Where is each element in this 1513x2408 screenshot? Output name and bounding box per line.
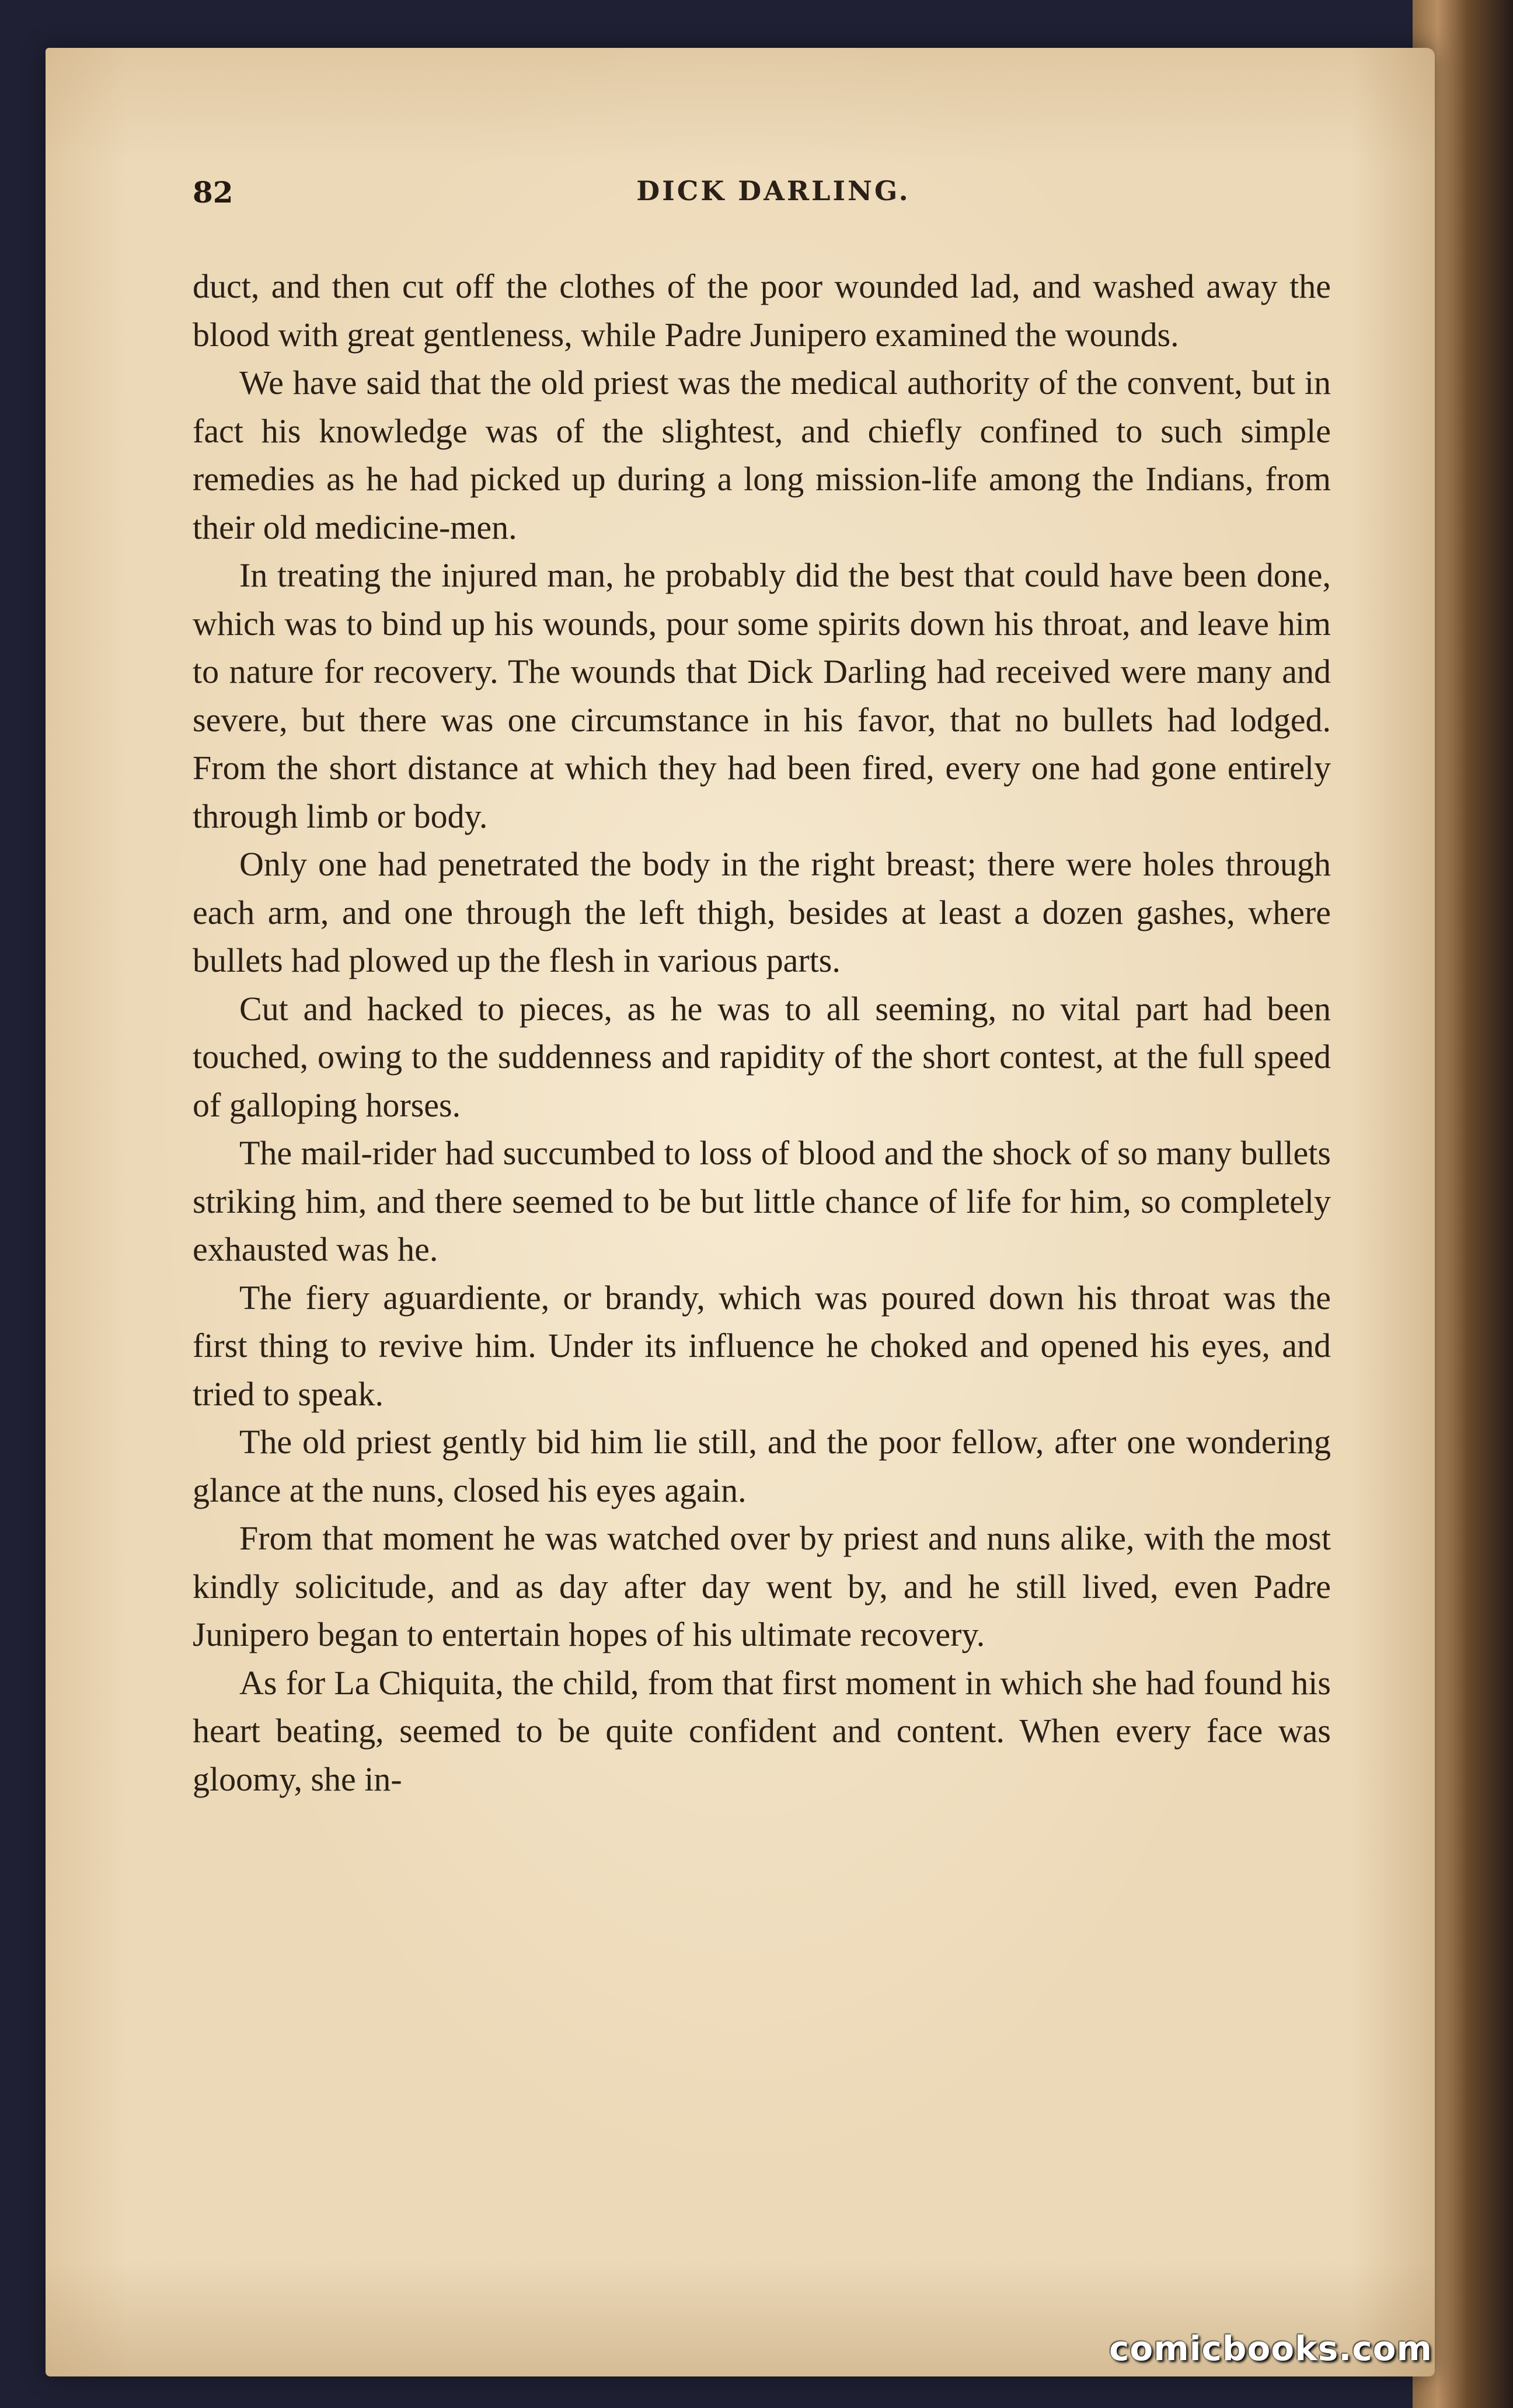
paragraph: As for La Chiquita, the child, from that first moment in which she had found his heart beating, seemed to be quite confident and content. When every face was gloomy, she in- [193,1663,1331,1798]
paragraph: We have said that the old priest was the medical authority of the convent, but in fact his knowledge was of the slightest, and chiefly confined to such simple remedies as he had picked up during a long mission-life among the Indians, from their old medicine-men. [193,364,1331,546]
paragraph: In treating the injured man, he probably did the best that could have been done, which was to bind up his wounds, pour some spirits down his throat, and leave him to nature for recovery. The wounds that Dick Darling had received were many and severe, but there was one circumstance in his favor, that no bullets had lodged. From the short distance at which they had been fired, every one had gone entirely through limb or body. [193,556,1331,835]
paragraph: duct, and then cut off the clothes of the poor wounded lad, and washed away the blood with great gentleness, while Padre Junipero examined the wounds. [193,267,1331,354]
page-header [193,175,1354,222]
paragraph: The fiery aguardiente, or brandy, which was poured down his throat was the first thing to revive him. Under its influence he choked and opened his eyes, and tried to speak. [193,1278,1331,1413]
paragraph: Only one had penetrated the body in the right breast; there were holes through each arm, and one through the left thigh, besides at least a dozen gashes, where bullets had plowed up the flesh in various parts. [193,845,1331,979]
running-head: DICK DARLING. [636,175,911,207]
page-number: 82 [193,175,233,210]
body-text [193,263,1331,1803]
paragraph: From that moment he was watched over by priest and nuns alike, with the most kindly solicitude, and as day after day went by, and he still lived, even Padre Junipero began to entertain hopes of his ultimate recovery. [193,1519,1331,1653]
paragraph: The old priest gently bid him lie still, and the poor fellow, after one wondering glance at the nuns, closed his eyes again. [193,1423,1331,1509]
watermark: comicbooks.com [1109,2329,1432,2368]
paragraph: The mail-rider had succumbed to loss of blood and the shock of so many bullets striking him, and there seemed to be but little chance of life for him, so completely exhausted was he. [193,1134,1331,1268]
paragraph: Cut and hacked to pieces, as he was to all seeming, no vital part had been touched, owing to the suddenness and rapidity of the short contest, at the full speed of galloping horses. [193,989,1331,1124]
